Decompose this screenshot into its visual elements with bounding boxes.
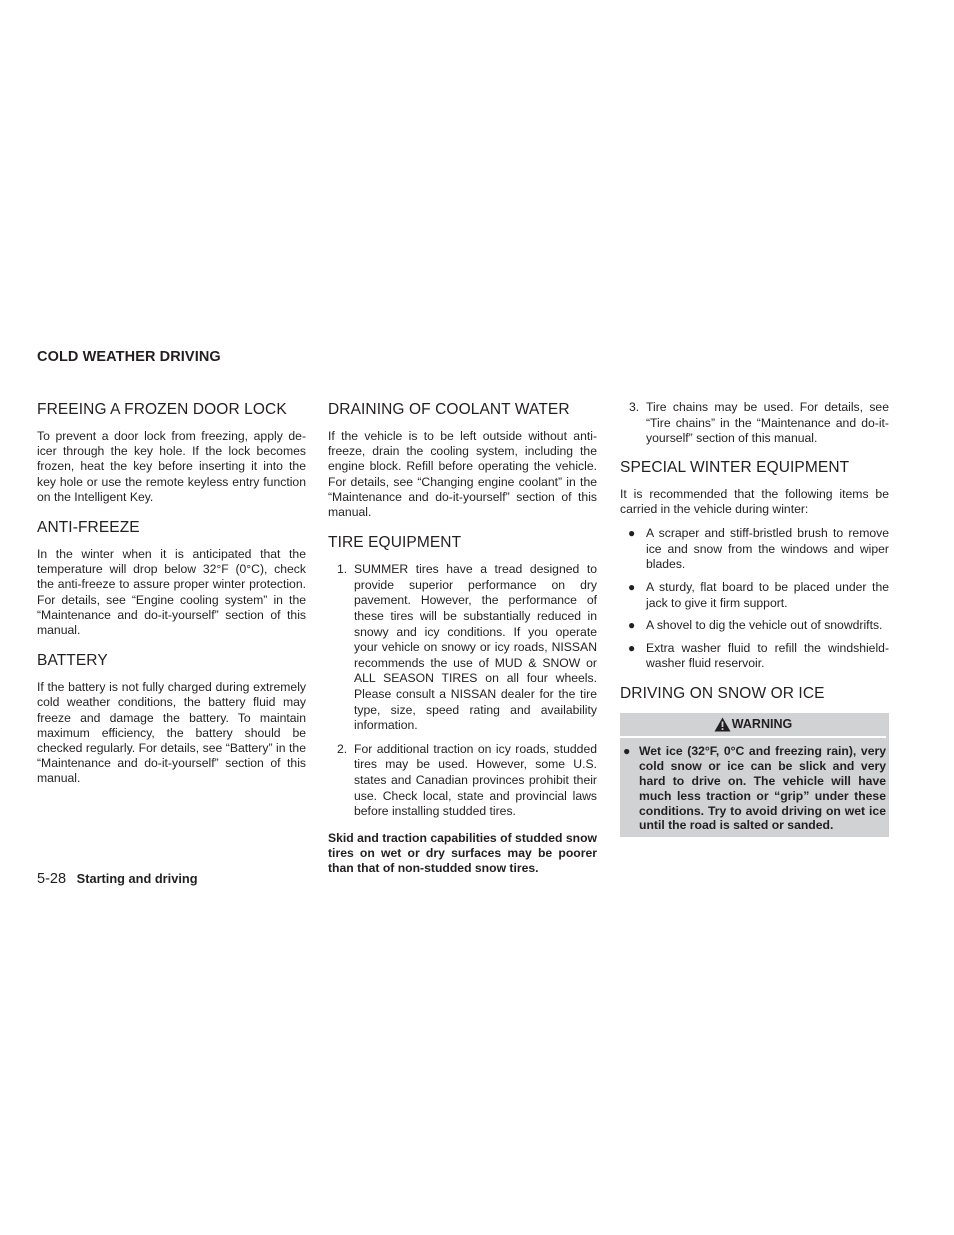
paragraph-anti-freeze: In the winter when it is anticipated that the temperature will drop below 32°F (0°C), check the anti-freeze to assure proper winter protection. For details, see “Engine cooling system” in the “Maintenance and do-it-yourself” section of this manual.	[37, 547, 306, 638]
paragraph-draining-coolant: If the vehicle is to be left outside without anti-freeze, drain the cooling system, including the engine block. Refill before operating the vehicle. For details, see “Changing engine coolant” in the “Maintenance and do-it-yourself” section of this manual.	[328, 429, 597, 520]
list-item-number: 1.	[337, 562, 348, 577]
list-item	[620, 618, 889, 634]
heading-special-winter-equipment: SPECIAL WINTER EQUIPMENT	[620, 458, 850, 476]
list-item	[620, 400, 889, 447]
list-item	[328, 742, 597, 820]
list-item-text: A shovel to dig the vehicle out of snowdrifts.	[646, 618, 883, 633]
heading-anti-freeze: ANTI-FREEZE	[37, 519, 140, 537]
warning-header	[620, 713, 886, 738]
tire-equipment-list-continued	[620, 400, 889, 447]
column-left	[37, 400, 306, 800]
bullet-icon: ●	[628, 526, 636, 541]
paragraph-freeing-door-lock: To prevent a door lock from freezing, apply de-icer through the key hole. If the lock becomes frozen, heat the key before inserting it into the key hole or use the remote keyless entry function on the Intelligent Key.	[37, 429, 306, 504]
paragraph-special-winter-intro: It is recommended that the following items be carried in the vehicle during winter:	[620, 486, 889, 516]
tire-equipment-list	[328, 562, 597, 820]
heading-freeing-door-lock: FREEING A FROZEN DOOR LOCK	[37, 401, 287, 418]
list-item	[620, 641, 889, 672]
bullet-icon: ●	[628, 618, 636, 633]
list-item-text: A sturdy, flat board to be placed under the jack to give it firm support.	[646, 579, 889, 610]
column-middle	[328, 400, 597, 889]
bullet-icon: ●	[623, 743, 631, 758]
list-item-text: Tire chains may be used. For details, see “Tire chains” in the “Maintenance and do-it-yourself” section of this manual.	[646, 400, 889, 446]
warning-box	[620, 713, 889, 837]
list-item	[328, 562, 597, 734]
list-item-text: For additional traction on icy roads, studded tires may be used. However, some U.S. states and Canadian provinces prohibit their use. Check local, state and provincial laws before installing studded tires.	[354, 741, 597, 819]
list-item-number: 2.	[337, 741, 348, 756]
paragraph-battery: If the battery is not fully charged during extremely cold weather conditions, the battery fluid may freeze and damage the battery. To maintain maximum efficiency, the battery should be checked regularly. For details, see “Battery” in the “Maintenance and do-it-yourself” section of this manual.	[37, 680, 306, 786]
studded-tires-note: Skid and traction capabilities of studded snow tires on wet or dry surfaces may be poorer than that of non-studded snow tires.	[328, 830, 597, 876]
list-item	[620, 526, 889, 573]
warning-triangle-icon	[714, 717, 731, 732]
heading-draining-coolant: DRAINING OF COOLANT WATER	[328, 401, 570, 418]
page-number: 5-28	[37, 871, 67, 887]
list-item	[620, 580, 889, 611]
list-item-number: 3.	[629, 400, 640, 414]
page-footer	[37, 871, 198, 887]
warning-title: WARNING	[731, 717, 793, 732]
section-title: COLD WEATHER DRIVING	[37, 349, 221, 365]
list-item-text: Extra washer fluid to refill the windshield-washer fluid reservoir.	[646, 640, 889, 671]
list-item-text: A scraper and stiff-bristled brush to remove ice and snow from the windows and wiper blades.	[646, 526, 889, 572]
list-item-text: SUMMER tires have a tread designed to provide superior performance on dry pavement. However, the performance of these tires will be substantially reduced in snowy and icy conditions. If you operate your vehicle on snowy or icy roads, NISSAN recommends the use of MUD & SNOW or ALL SEASON TIRES on all four wheels. Please consult a NISSAN dealer for the tire type, size, speed rating and availability information.	[354, 562, 597, 733]
column-right	[620, 400, 889, 837]
winter-equipment-list	[620, 526, 889, 672]
warning-body	[620, 738, 886, 833]
bullet-icon: ●	[628, 579, 636, 594]
heading-driving-snow-ice: DRIVING ON SNOW OR ICE	[620, 684, 825, 702]
bullet-icon: ●	[628, 640, 636, 655]
heading-tire-equipment: TIRE EQUIPMENT	[328, 534, 462, 552]
heading-battery: BATTERY	[37, 652, 108, 670]
chapter-title: Starting and driving	[76, 871, 198, 886]
warning-text: Wet ice (32°F, 0°C and freezing rain), very cold snow or ice can be slick and very hard to drive on. The vehicle will have much less traction or “grip” under these conditions. Try to avoid driving on wet ice until the road is salted or sanded.	[639, 743, 886, 833]
